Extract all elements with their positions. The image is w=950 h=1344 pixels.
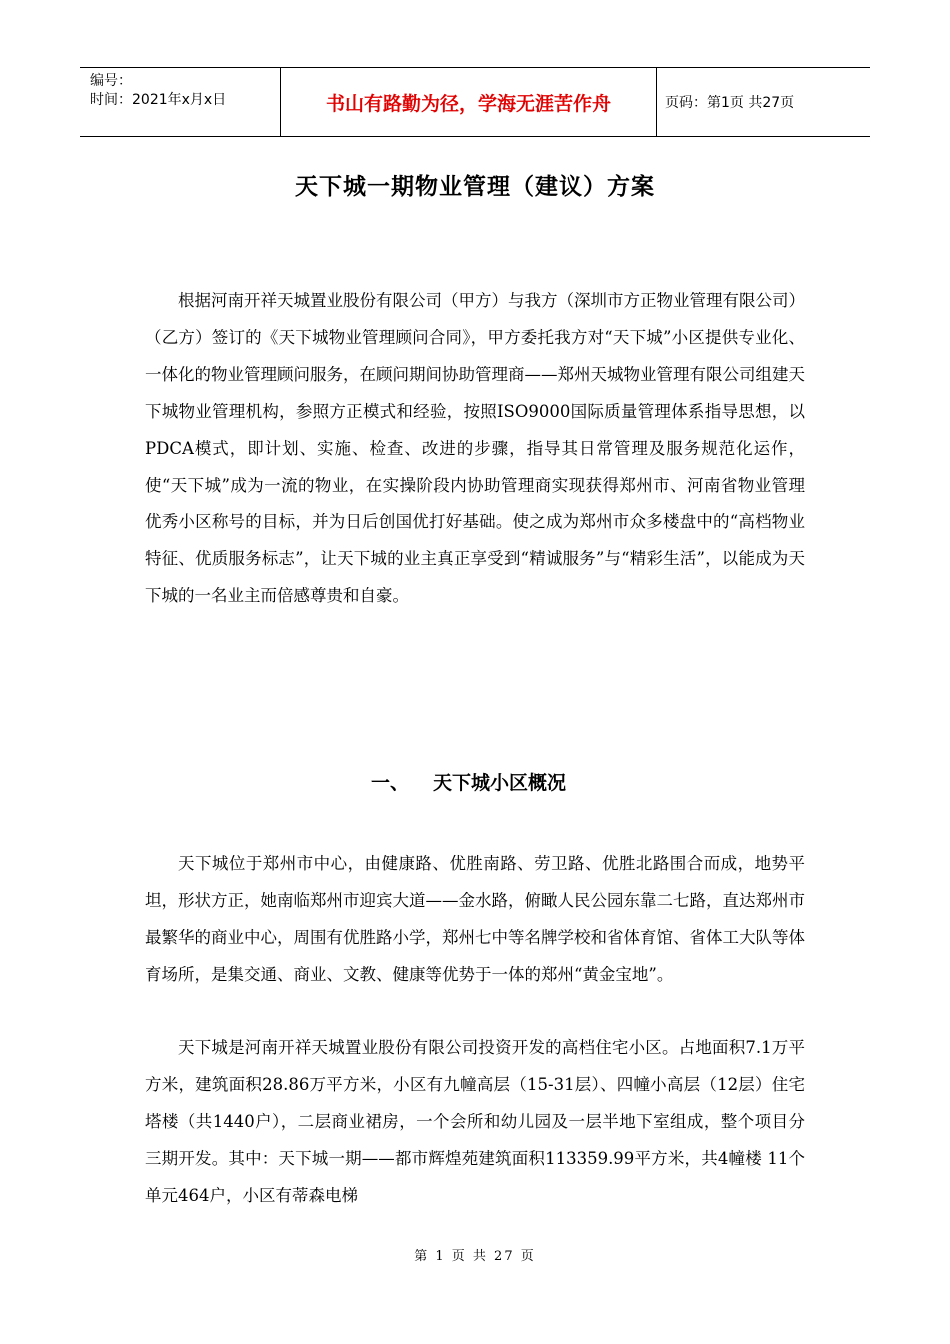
section-paragraph-overview: 天下城是河南开祥天城置业股份有限公司投资开发的高档住宅小区。占地面积7.1万平方米，建筑面积28.86万平方米，小区有九幢高层（15-31层）、四幢小高层（12层）住宅塔楼（共1440户），二层商业裙房，一个会所和幼儿园及一层半地下室组成，整个项目分三期开发。其中：天下城一期——都市辉煌苑建筑面积113359.99平方米，共4幢楼 11个单元464户，小区有蒂森电梯 (145, 1038, 805, 1205)
header-page-info: 页码：第1页 共27页 (665, 95, 795, 111)
document-header (80, 67, 870, 137)
document-number-label: 编号： (90, 73, 132, 89)
page-footer: 第 1 页 共 27 页 (414, 1249, 536, 1264)
intro-paragraph: 根据河南开祥天城置业股份有限公司（甲方）与我方（深圳市方正物业管理有限公司）（乙方）签订的《天下城物业管理顾问合同》，甲方委托我方对“天下城”小区提供专业化、一体化的物业管理顾问服务，在顾问期间协助管理商——郑州天城物业管理有限公司组建天下城物业管理机构，参照方正模式和经验，按照ISO9000国际质量管理体系指导思想，以PDCA模式，即计划、实施、检查、改进的步骤，指导其日常管理及服务规范化运作，使“天下城”成为一流的物业，在实操阶段内协助管理商实现获得郑州市、河南省物业管理优秀小区称号的目标，并为日后创国优打好基础。使之成为郑州市众多楼盘中的“高档物业特征、优质服务标志”，让天下城的业主真正享受到“精诚服务”与“精彩生活”，以能成为天下城的一名业主而倍感尊贵和自豪。 (145, 291, 805, 606)
section-title: 天下城小区概况 (433, 772, 567, 794)
document-time-label: 时间：2021年x月x日 (90, 92, 227, 108)
document-title: 天下城一期物业管理（建议）方案 (295, 174, 655, 200)
header-meta (80, 68, 280, 136)
header-motto: 书山有路勤为径，学海无涯苦作舟 (280, 68, 657, 136)
section-number: 一、 (371, 772, 410, 794)
section-heading (371, 768, 566, 795)
section-paragraph-location: 天下城位于郑州市中心，由健康路、优胜南路、劳卫路、优胜北路围合而成，地势平坦，形状方正，她南临郑州市迎宾大道——金水路，俯瞰人民公园东靠二七路，直达郑州市最繁华的商业中心，周围有优胜路小学，郑州七中等名牌学校和省体育馆、省体工大队等体育场所，是集交通、商业、文教、健康等优势于一体的郑州“黄金宝地”。 (145, 854, 805, 984)
